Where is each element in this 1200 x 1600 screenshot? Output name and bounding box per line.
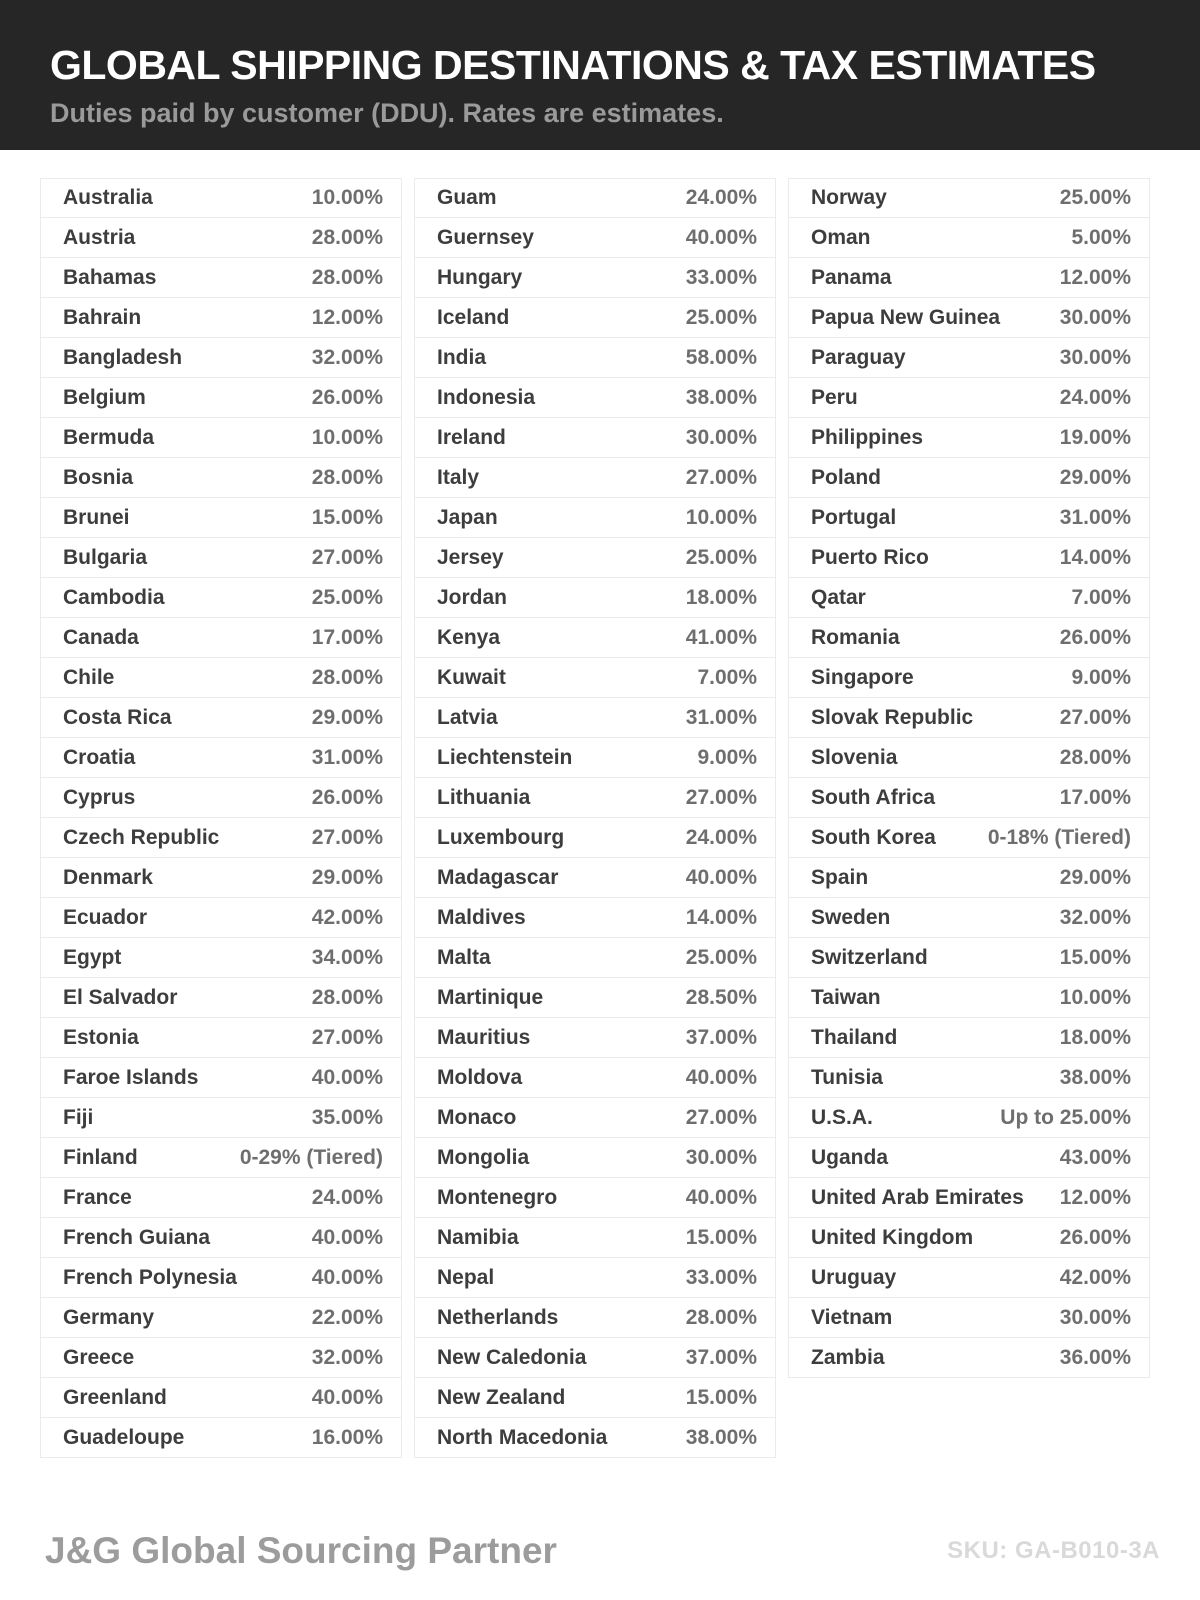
table-row	[788, 738, 1150, 778]
tax-rate: 15.00%	[685, 1225, 757, 1249]
tax-rate: 27.00%	[311, 545, 383, 569]
tax-rate: 15.00%	[1059, 945, 1131, 969]
table-row	[40, 1058, 402, 1098]
table-row	[414, 218, 776, 258]
table-row	[40, 578, 402, 618]
tax-rate: 26.00%	[311, 785, 383, 809]
tax-rate: 43.00%	[1059, 1145, 1131, 1169]
country-name: Poland	[811, 465, 882, 489]
table-row	[788, 538, 1150, 578]
table-row	[414, 1218, 776, 1258]
table-row	[414, 818, 776, 858]
table-row	[788, 858, 1150, 898]
tax-rate: 31.00%	[311, 745, 383, 769]
country-name: Norway	[811, 186, 887, 209]
tax-rate: 32.00%	[311, 345, 383, 369]
tax-rate: 42.00%	[1059, 1265, 1131, 1289]
table-row	[414, 1018, 776, 1058]
country-name: United Arab Emirates	[811, 1185, 1024, 1209]
table-row	[414, 578, 776, 618]
tax-rate: 10.00%	[685, 505, 757, 529]
country-name: Mauritius	[437, 1025, 531, 1049]
table-row	[40, 1298, 402, 1338]
table-row	[414, 618, 776, 658]
tax-rate: 30.00%	[1059, 345, 1131, 369]
country-name: Italy	[437, 465, 480, 489]
table-row	[40, 338, 402, 378]
table-row	[414, 1178, 776, 1218]
country-name: Oman	[811, 225, 871, 249]
country-name: Faroe Islands	[63, 1065, 199, 1089]
tax-rate: 24.00%	[685, 186, 757, 209]
table-row	[40, 1138, 402, 1178]
tax-rate: 29.00%	[311, 865, 383, 889]
country-name: Fiji	[63, 1105, 94, 1129]
tax-rate: Up to 25.00%	[1000, 1105, 1131, 1129]
tax-rate: 24.00%	[685, 825, 757, 849]
table-row	[788, 458, 1150, 498]
tax-rate: 0-18% (Tiered)	[987, 825, 1131, 849]
country-name: Hungary	[437, 265, 523, 289]
tax-rate: 0-29% (Tiered)	[239, 1145, 383, 1169]
table-row	[40, 1258, 402, 1298]
table-row	[414, 978, 776, 1018]
table-row	[40, 1098, 402, 1138]
tax-rate: 35.00%	[311, 1105, 383, 1129]
country-name: Bangladesh	[63, 345, 183, 369]
header-banner	[0, 0, 1200, 150]
tax-rate: 38.00%	[685, 1425, 757, 1449]
tax-rate: 12.00%	[311, 305, 383, 329]
table-row	[414, 538, 776, 578]
table-row	[40, 1338, 402, 1378]
country-name: Bahrain	[63, 305, 142, 329]
table-row	[40, 1218, 402, 1258]
table-row	[788, 1178, 1150, 1218]
table-row	[788, 618, 1150, 658]
table-row	[788, 1258, 1150, 1298]
page-subtitle: Duties paid by customer (DDU). Rates are estimates.	[50, 98, 724, 128]
tax-rate: 24.00%	[311, 1185, 383, 1209]
table-row	[414, 498, 776, 538]
tax-rate: 25.00%	[685, 545, 757, 569]
tax-rate: 9.00%	[697, 745, 757, 769]
country-name: Qatar	[811, 585, 866, 609]
country-name: Ecuador	[63, 905, 148, 929]
table-row	[788, 938, 1150, 978]
tax-rate: 12.00%	[1059, 265, 1131, 289]
table-row	[414, 1298, 776, 1338]
tax-rate: 37.00%	[685, 1025, 757, 1049]
tax-rate: 38.00%	[685, 385, 757, 409]
country-name: Malta	[437, 945, 491, 969]
country-name: Iceland	[437, 305, 510, 329]
tax-rate: 17.00%	[1059, 785, 1131, 809]
table-row	[788, 1338, 1150, 1378]
table-row	[788, 698, 1150, 738]
table-row	[788, 338, 1150, 378]
country-name: North Macedonia	[437, 1425, 608, 1449]
tax-rate: 25.00%	[311, 585, 383, 609]
tax-rate: 19.00%	[1059, 425, 1131, 449]
tax-rate: 14.00%	[685, 905, 757, 929]
country-name: South Korea	[811, 825, 936, 849]
table-row	[414, 1138, 776, 1178]
table-row	[414, 858, 776, 898]
table-row	[40, 778, 402, 818]
tax-rate: 27.00%	[311, 1025, 383, 1049]
country-name: Uruguay	[811, 1265, 897, 1289]
country-name: Bosnia	[63, 465, 134, 489]
table-row	[40, 618, 402, 658]
country-name: Uganda	[811, 1145, 889, 1169]
tax-rate: 24.00%	[1059, 385, 1131, 409]
country-name: Jersey	[437, 545, 504, 569]
table-row	[40, 698, 402, 738]
country-name: Zambia	[811, 1345, 885, 1369]
table-row	[40, 658, 402, 698]
country-name: Spain	[811, 865, 869, 889]
country-name: Sweden	[811, 905, 891, 929]
tax-rate: 34.00%	[311, 945, 383, 969]
table-row	[40, 978, 402, 1018]
country-name: Montenegro	[437, 1185, 558, 1209]
tax-rate: 38.00%	[1059, 1065, 1131, 1089]
country-name: Greece	[63, 1345, 135, 1369]
tax-rate: 10.00%	[1059, 985, 1131, 1009]
tax-rate: 25.00%	[685, 305, 757, 329]
country-name: Chile	[63, 665, 115, 689]
table-row	[788, 178, 1150, 218]
country-name: Brunei	[63, 505, 130, 529]
footer	[45, 1530, 1160, 1572]
country-name: Cambodia	[63, 585, 165, 609]
tax-rate: 29.00%	[1059, 465, 1131, 489]
tax-rate: 58.00%	[685, 345, 757, 369]
table-row	[40, 418, 402, 458]
table-row	[414, 378, 776, 418]
country-name: Paraguay	[811, 345, 906, 369]
country-name: Guam	[437, 186, 497, 209]
tax-rate: 33.00%	[685, 1265, 757, 1289]
tax-rate: 18.00%	[1059, 1025, 1131, 1049]
country-name: Thailand	[811, 1025, 898, 1049]
tax-rate: 31.00%	[685, 705, 757, 729]
table-row	[788, 978, 1150, 1018]
country-name: Kuwait	[437, 665, 506, 689]
table-column-3	[788, 178, 1150, 1378]
table-row	[788, 1298, 1150, 1338]
table-row	[414, 258, 776, 298]
tax-rate: 26.00%	[1059, 625, 1131, 649]
tax-rate: 27.00%	[685, 785, 757, 809]
country-name: India	[437, 345, 487, 369]
tax-rate: 30.00%	[685, 425, 757, 449]
country-name: Slovak Republic	[811, 705, 974, 729]
table-row	[40, 1418, 402, 1458]
tax-rate: 10.00%	[311, 186, 383, 209]
tax-rate: 28.00%	[685, 1305, 757, 1329]
tax-rate: 40.00%	[311, 1225, 383, 1249]
table-row	[40, 458, 402, 498]
tax-rate: 27.00%	[1059, 705, 1131, 729]
tax-rate: 27.00%	[685, 1105, 757, 1129]
table-row	[788, 418, 1150, 458]
table-row	[40, 258, 402, 298]
country-name: El Salvador	[63, 985, 178, 1009]
country-name: Czech Republic	[63, 825, 220, 849]
table-row	[414, 778, 776, 818]
table-row	[414, 1058, 776, 1098]
country-name: Kenya	[437, 625, 501, 649]
country-name: Luxembourg	[437, 825, 565, 849]
country-name: Nepal	[437, 1265, 495, 1289]
tax-rate: 10.00%	[311, 425, 383, 449]
country-name: Netherlands	[437, 1305, 559, 1329]
tax-rate: 16.00%	[311, 1425, 383, 1449]
table-row	[414, 458, 776, 498]
country-name: Indonesia	[437, 385, 536, 409]
tax-rate: 40.00%	[311, 1265, 383, 1289]
table-row	[788, 1018, 1150, 1058]
table-row	[414, 1378, 776, 1418]
country-name: Australia	[63, 186, 153, 209]
tax-rate: 25.00%	[1059, 186, 1131, 209]
tax-rate: 12.00%	[1059, 1185, 1131, 1209]
country-name: Singapore	[811, 665, 914, 689]
country-name: Austria	[63, 225, 136, 249]
table-row	[788, 1058, 1150, 1098]
tax-rate: 28.00%	[311, 265, 383, 289]
table-row	[788, 498, 1150, 538]
country-name: Slovenia	[811, 745, 898, 769]
table-row	[414, 938, 776, 978]
table-row	[40, 938, 402, 978]
country-name: Bulgaria	[63, 545, 148, 569]
country-name: U.S.A.	[811, 1105, 873, 1129]
table-column-2	[414, 178, 776, 1458]
table-row	[414, 738, 776, 778]
table-row	[414, 178, 776, 218]
brand-name: J&G Global Sourcing Partner	[45, 1530, 557, 1571]
country-name: Moldova	[437, 1065, 523, 1089]
tax-rate: 27.00%	[685, 465, 757, 489]
country-name: New Zealand	[437, 1385, 566, 1409]
table-row	[788, 258, 1150, 298]
tax-rate: 28.00%	[311, 665, 383, 689]
country-name: France	[63, 1185, 132, 1209]
tax-rate: 40.00%	[685, 1185, 757, 1209]
country-name: Namibia	[437, 1225, 519, 1249]
country-name: Ireland	[437, 425, 506, 449]
tax-rate: 29.00%	[1059, 865, 1131, 889]
tax-rate: 37.00%	[685, 1345, 757, 1369]
table-row	[40, 858, 402, 898]
country-name: Costa Rica	[63, 705, 172, 729]
tax-rate: 5.00%	[1071, 225, 1131, 249]
tax-rate: 28.50%	[685, 985, 757, 1009]
tax-rate: 7.00%	[1071, 585, 1131, 609]
table-row	[788, 218, 1150, 258]
sku-label: SKU: GA-B010-3A	[947, 1537, 1160, 1564]
table-row	[788, 1138, 1150, 1178]
tax-rate: 18.00%	[685, 585, 757, 609]
table-row	[414, 698, 776, 738]
table-row	[40, 538, 402, 578]
table-row	[40, 498, 402, 538]
country-name: Tunisia	[811, 1065, 883, 1089]
country-name: New Caledonia	[437, 1345, 587, 1369]
table-row	[788, 898, 1150, 938]
country-name: Bermuda	[63, 425, 155, 449]
table-row	[40, 298, 402, 338]
country-name: Lithuania	[437, 785, 531, 809]
country-name: Estonia	[63, 1025, 139, 1049]
country-name: Canada	[63, 625, 139, 649]
table-row	[414, 1418, 776, 1458]
table-row	[788, 818, 1150, 858]
table-row	[40, 378, 402, 418]
page-title: GLOBAL SHIPPING DESTINATIONS & TAX ESTIMATES	[50, 42, 1096, 88]
tax-rate: 41.00%	[685, 625, 757, 649]
country-name: Jordan	[437, 585, 508, 609]
country-name: Papua New Guinea	[811, 305, 1001, 329]
tax-rate: 36.00%	[1059, 1345, 1131, 1369]
country-name: Monaco	[437, 1105, 517, 1129]
table-row	[40, 1018, 402, 1058]
country-name: Vietnam	[811, 1305, 893, 1329]
tax-rate: 28.00%	[311, 985, 383, 1009]
tax-rate: 40.00%	[685, 865, 757, 889]
country-name: French Polynesia	[63, 1265, 237, 1289]
country-name: United Kingdom	[811, 1225, 974, 1249]
tax-rate: 9.00%	[1071, 665, 1131, 689]
table-row	[414, 298, 776, 338]
table-column-1	[40, 178, 402, 1458]
table-row	[40, 738, 402, 778]
table-row	[40, 1378, 402, 1418]
table-row	[414, 338, 776, 378]
country-name: Switzerland	[811, 945, 928, 969]
table-row	[788, 1098, 1150, 1138]
tax-rate: 28.00%	[1059, 745, 1131, 769]
country-name: Mongolia	[437, 1145, 530, 1169]
tax-rate: 7.00%	[697, 665, 757, 689]
table-row	[40, 898, 402, 938]
tax-rate: 28.00%	[311, 225, 383, 249]
tax-rate: 29.00%	[311, 705, 383, 729]
country-name: Guernsey	[437, 225, 534, 249]
table-row	[788, 658, 1150, 698]
country-name: Latvia	[437, 705, 498, 729]
tax-rate: 32.00%	[1059, 905, 1131, 929]
country-name: Puerto Rico	[811, 545, 929, 569]
tax-rate: 31.00%	[1059, 505, 1131, 529]
tax-rate: 30.00%	[1059, 1305, 1131, 1329]
country-name: Croatia	[63, 745, 136, 769]
table-row	[788, 378, 1150, 418]
country-name: Philippines	[811, 425, 924, 449]
country-name: Romania	[811, 625, 900, 649]
tax-rate: 32.00%	[311, 1345, 383, 1369]
table-row	[40, 818, 402, 858]
tax-rate: 26.00%	[311, 385, 383, 409]
table-row	[40, 1178, 402, 1218]
table-row	[414, 1098, 776, 1138]
country-name: Martinique	[437, 985, 544, 1009]
table-row	[788, 298, 1150, 338]
country-name: Germany	[63, 1305, 155, 1329]
tax-rate: 42.00%	[311, 905, 383, 929]
country-name: Liechtenstein	[437, 745, 573, 769]
country-name: Cyprus	[63, 785, 136, 809]
table-row	[414, 418, 776, 458]
tax-rate: 28.00%	[311, 465, 383, 489]
table-row	[414, 658, 776, 698]
tax-rate: 26.00%	[1059, 1225, 1131, 1249]
country-name: Maldives	[437, 905, 526, 929]
tax-rate: 40.00%	[311, 1065, 383, 1089]
country-name: Guadeloupe	[63, 1425, 185, 1449]
tax-rate: 22.00%	[311, 1305, 383, 1329]
country-name: Madagascar	[437, 865, 559, 889]
tax-rate: 40.00%	[685, 225, 757, 249]
country-name: Panama	[811, 265, 892, 289]
tax-rate: 33.00%	[685, 265, 757, 289]
tax-rate: 17.00%	[311, 625, 383, 649]
country-name: Denmark	[63, 865, 153, 889]
tax-rate: 14.00%	[1059, 545, 1131, 569]
country-name: Taiwan	[811, 985, 881, 1009]
country-name: Egypt	[63, 945, 122, 969]
tax-rate: 30.00%	[1059, 305, 1131, 329]
country-name: Portugal	[811, 505, 897, 529]
table-row	[40, 218, 402, 258]
country-name: Japan	[437, 505, 498, 529]
tax-rate: 15.00%	[685, 1385, 757, 1409]
country-name: French Guiana	[63, 1225, 211, 1249]
country-name: Greenland	[63, 1385, 167, 1409]
tax-rate: 27.00%	[311, 825, 383, 849]
table-row	[788, 1218, 1150, 1258]
tax-rate: 15.00%	[311, 505, 383, 529]
table-row	[414, 898, 776, 938]
country-name: Peru	[811, 385, 858, 409]
country-name: Bahamas	[63, 265, 157, 289]
country-name: Belgium	[63, 385, 146, 409]
tax-rate: 40.00%	[311, 1385, 383, 1409]
table-row	[40, 178, 402, 218]
country-name: South Africa	[811, 785, 936, 809]
table-row	[414, 1338, 776, 1378]
table-row	[414, 1258, 776, 1298]
table-row	[788, 778, 1150, 818]
country-name: Finland	[63, 1145, 138, 1169]
tax-rate: 40.00%	[685, 1065, 757, 1089]
table-row	[788, 578, 1150, 618]
tax-rate: 25.00%	[685, 945, 757, 969]
tax-rate: 30.00%	[685, 1145, 757, 1169]
tax-rate-table	[40, 178, 1150, 1458]
